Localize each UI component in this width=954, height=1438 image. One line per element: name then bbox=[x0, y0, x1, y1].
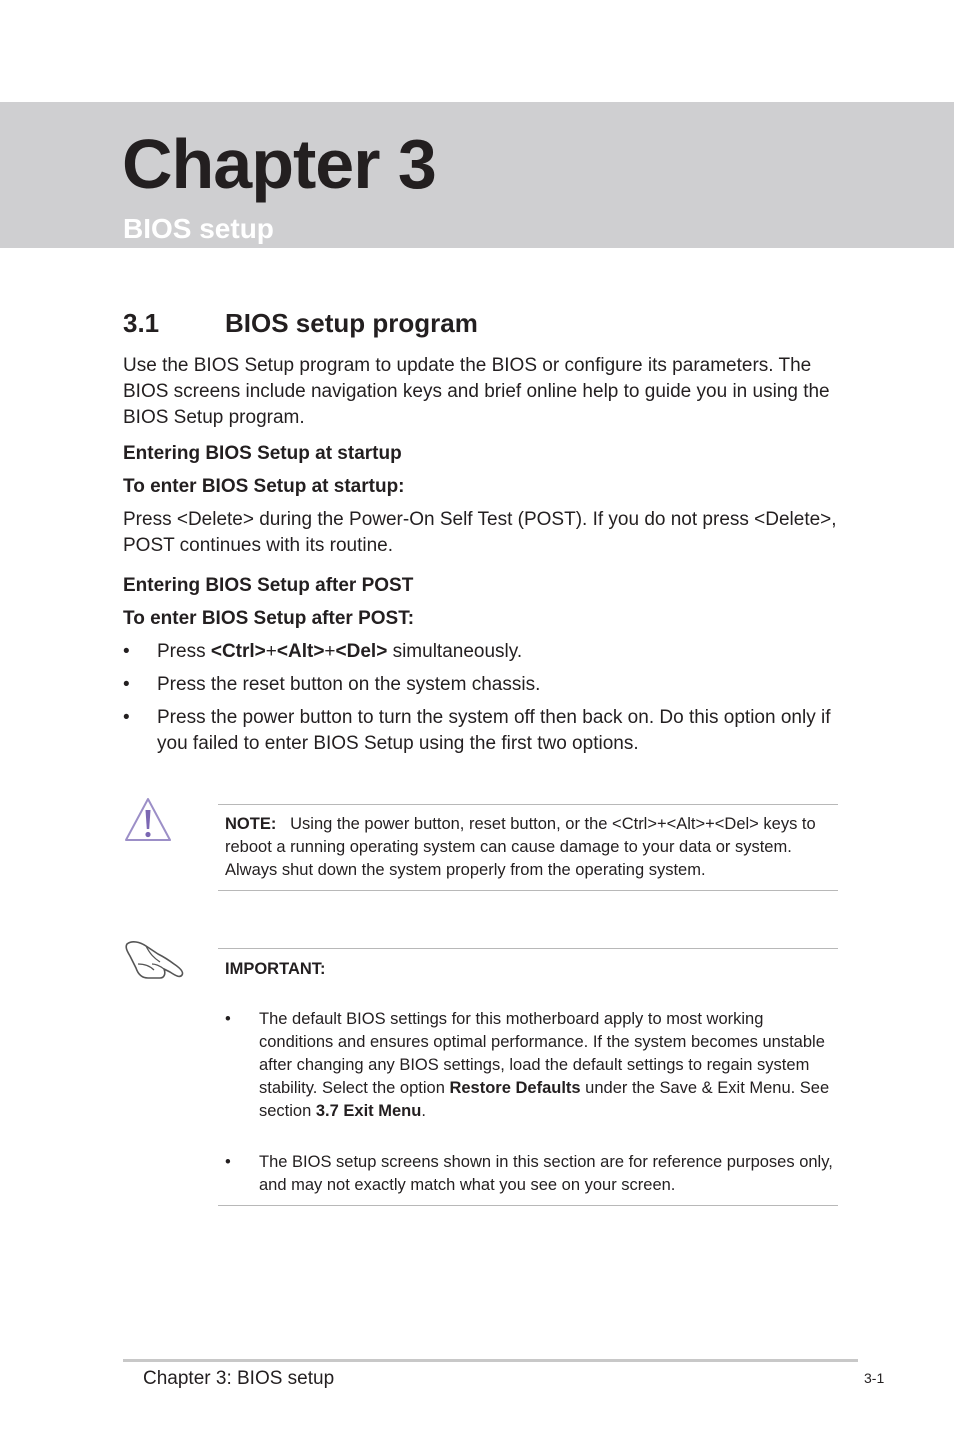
note-box bbox=[218, 804, 838, 891]
note-label: NOTE: bbox=[225, 815, 277, 833]
bullet-dot: • bbox=[225, 1010, 231, 1028]
bullet-dot: • bbox=[123, 707, 130, 728]
important-bullet-1: The default BIOS settings for this motherboard apply to most working conditions and ensures optimal performance. If the system becomes unstable after changing any BIOS settings, load the default settings to regain system stability. Select the option Restore Defaults under the Save & Exit Menu. See section 3.7 Exit Menu. bbox=[259, 1010, 830, 1120]
pointing-hand-icon bbox=[124, 934, 186, 984]
chapter-subtitle: BIOS setup bbox=[123, 213, 274, 244]
bullet-text: Press <Ctrl>+<Alt>+<Del> simultaneously. bbox=[157, 641, 523, 662]
section-heading bbox=[123, 305, 478, 341]
startup-subheading: To enter BIOS Setup at startup: bbox=[123, 476, 405, 497]
bullet-text: Press the reset button on the system chassis. bbox=[157, 674, 541, 695]
intro-paragraph: Use the BIOS Setup program to update the BIOS or configure its parameters. The BIOS screens include navigation keys and brief online help to guide you in using the BIOS Setup program. bbox=[123, 355, 830, 428]
bullet-dot: • bbox=[123, 674, 130, 695]
important-bullet-2: The BIOS setup screens shown in this section are for reference purposes only, and may not exactly match what you see on your screen. bbox=[259, 1153, 833, 1194]
important-label: IMPORTANT: bbox=[225, 960, 326, 978]
chapter-title: Chapter 3 bbox=[122, 125, 436, 203]
important-box bbox=[218, 948, 838, 1206]
bullet-text: Press the power button to turn the system off then back on. Do this option only if you failed to enter BIOS Setup using the first two options. bbox=[157, 707, 831, 754]
note-text: NOTE: Using the power button, reset button, or the <Ctrl>+<Alt>+<Del> keys to reboot a running operating system can cause damage to your data or system. Always shut down the system properly from the operating system. bbox=[225, 815, 816, 879]
footer-chapter-label: Chapter 3: BIOS setup bbox=[143, 1368, 335, 1389]
warning-triangle-icon bbox=[124, 796, 172, 844]
bullet-dot: • bbox=[225, 1153, 231, 1171]
section-title: BIOS setup program bbox=[225, 308, 478, 338]
after-post-heading: Entering BIOS Setup after POST bbox=[123, 575, 414, 596]
section-number: 3.1 bbox=[123, 308, 160, 338]
after-post-subheading: To enter BIOS Setup after POST: bbox=[123, 608, 415, 629]
startup-heading: Entering BIOS Setup at startup bbox=[123, 443, 402, 464]
bullet-dot: • bbox=[123, 641, 130, 662]
page-number: 3-1 bbox=[864, 1370, 885, 1386]
startup-paragraph: Press <Delete> during the Power-On Self Test (POST). If you do not press <Delete>, POST continues with its routine. bbox=[123, 509, 837, 556]
footer-rule bbox=[123, 1359, 858, 1362]
